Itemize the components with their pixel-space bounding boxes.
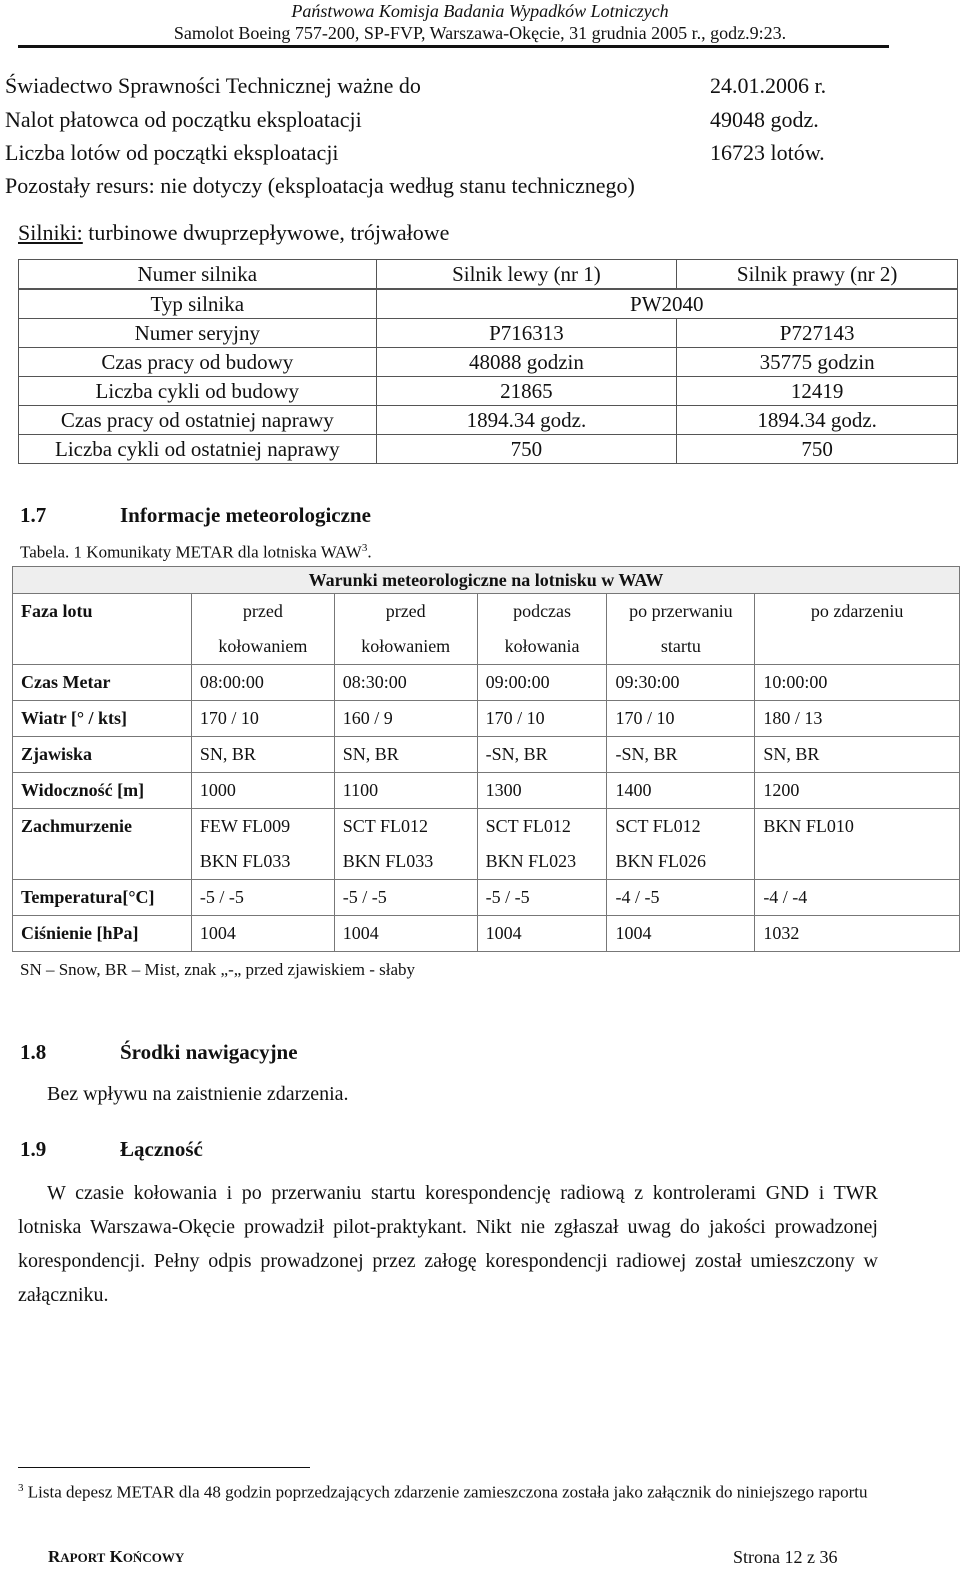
info-row xyxy=(5,71,885,101)
footer-report-label: RAPORT KOŃCOWY xyxy=(48,1547,185,1566)
table-caption: Tabela. 1 Komunikaty METAR dla lotniska WAW$^3$. xyxy=(20,542,372,562)
table-cell: FEW FL009 BKN FL033 xyxy=(191,809,334,880)
table-cell: SCT FL012 BKN FL023 xyxy=(477,809,607,880)
table-row-label: Zachmurzenie xyxy=(13,809,192,880)
header-divider xyxy=(18,45,889,48)
info-value: 49048 godz. xyxy=(710,107,819,132)
table-row-label: Wiatr [° / kts] xyxy=(13,701,192,737)
page-number: Strona 12 z 36 xyxy=(733,1547,838,1567)
metar-table xyxy=(12,566,960,952)
table-cell: -4 / -5 xyxy=(607,880,755,916)
engines-label: Silniki: xyxy=(18,220,83,245)
table-row xyxy=(13,880,960,916)
table-cell: Numer seryjny xyxy=(19,319,377,348)
table-row xyxy=(13,773,960,809)
table-cell: 1032 xyxy=(755,916,960,952)
table-cell: Czas pracy od budowy xyxy=(19,348,377,377)
table-row xyxy=(13,701,960,737)
table-header-cell: przed kołowaniem xyxy=(191,594,334,665)
engines-desc: turbinowe dwuprzepływowe, trójwałowe xyxy=(82,220,450,245)
table-header-cell: podczas kołowania xyxy=(477,594,607,665)
table-cell: SN, BR xyxy=(191,737,334,773)
table-cell: -5 / -5 xyxy=(477,880,607,916)
table-cell: 1000 xyxy=(191,773,334,809)
section-text: W czasie kołowania i po przerwaniu startu korespondencję radiową z kontrolerami GND i TWR lotniska Warszawa-Okęcie prowadził pilot-praktykant. Nikt nie zgłaszał uwag do jakości prowadzonej korespondencji. Pełny odpis prowadzonej przez załogę korespondencji radiowej został umieszczony w załączniku. xyxy=(18,1182,878,1306)
table-row xyxy=(19,377,958,406)
section-heading xyxy=(20,1137,620,1167)
table-cell: SCT FL012 BKN FL026 xyxy=(607,809,755,880)
info-value: 16723 lotów. xyxy=(710,140,825,165)
info-label: Nalot płatowca od początku eksploatacji xyxy=(5,107,362,132)
table-row-label: Zjawiska xyxy=(13,737,192,773)
table-cell: 750 xyxy=(677,435,958,464)
info-label: Liczba lotów od początki eksploatacji xyxy=(5,140,339,165)
table-row-label: Temperatura[°C] xyxy=(13,880,192,916)
table-cell: 08:00:00 xyxy=(191,665,334,701)
table-row xyxy=(19,319,958,348)
table-row xyxy=(13,594,960,665)
table-row xyxy=(19,289,958,319)
table-cell: 48088 godzin xyxy=(376,348,677,377)
table-row xyxy=(19,406,958,435)
table-header-cell: przed kołowaniem xyxy=(334,594,477,665)
section-heading xyxy=(20,503,620,533)
info-label: Świadectwo Sprawności Technicznej ważne do xyxy=(5,73,421,98)
table-title: Warunki meteorologiczne na lotnisku w WAW xyxy=(13,567,960,594)
table-cell: Typ silnika xyxy=(19,289,377,319)
table-cell: P727143 xyxy=(677,319,958,348)
table-cell: -SN, BR xyxy=(607,737,755,773)
table-cell: 750 xyxy=(376,435,677,464)
table-cell: 1300 xyxy=(477,773,607,809)
table-cell: 170 / 10 xyxy=(191,701,334,737)
table-cell: -SN, BR xyxy=(477,737,607,773)
table-legend: SN – Snow, BR – Mist, znak „-„ przed zjawiskiem - słaby xyxy=(20,960,416,979)
table-cell: 160 / 9 xyxy=(334,701,477,737)
table-row-label: Ciśnienie [hPa] xyxy=(13,916,192,952)
table-cell: 21865 xyxy=(376,377,677,406)
table-cell: 09:30:00 xyxy=(607,665,755,701)
table-row xyxy=(19,348,958,377)
table-header-cell: po przerwaniu startu xyxy=(607,594,755,665)
table-row-label: Czas Metar xyxy=(13,665,192,701)
table-row xyxy=(19,435,958,464)
table-cell: SN, BR xyxy=(755,737,960,773)
table-cell: -5 / -5 xyxy=(191,880,334,916)
table-cell: 1004 xyxy=(334,916,477,952)
engines-description xyxy=(18,220,449,246)
table-header-cell: Silnik lewy (nr 1) xyxy=(376,260,677,290)
footnote: $^3$ Lista depesz METAR dla 48 godzin poprzedzających zdarzenie zamieszczona została jako załącznik do niniejszego raportu xyxy=(18,1482,868,1502)
table-row-label: Faza lotu xyxy=(13,594,192,665)
table-row xyxy=(13,916,960,952)
table-cell: Liczba cykli od ostatniej naprawy xyxy=(19,435,377,464)
info-row xyxy=(5,171,885,201)
section-text: Bez wpływu na zaistnienie zdarzenia. xyxy=(47,1083,349,1105)
table-cell: 35775 godzin xyxy=(677,348,958,377)
table-row xyxy=(13,567,960,594)
table-cell: SN, BR xyxy=(334,737,477,773)
table-cell: 1004 xyxy=(477,916,607,952)
table-row xyxy=(13,809,960,880)
section-title: Środki nawigacyjne xyxy=(120,1040,298,1064)
table-cell: -5 / -5 xyxy=(334,880,477,916)
info-label: Pozostały resurs: nie dotyczy (eksploatacja według stanu technicznego) xyxy=(5,173,635,198)
section-title: Informacje meteorologiczne xyxy=(120,503,371,527)
table-cell: 1200 xyxy=(755,773,960,809)
engine-table xyxy=(18,259,958,464)
table-header-cell: Silnik prawy (nr 2) xyxy=(677,260,958,290)
table-row xyxy=(13,737,960,773)
table-cell: 170 / 10 xyxy=(477,701,607,737)
table-cell: 1894.34 godz. xyxy=(376,406,677,435)
table-cell: 170 / 10 xyxy=(607,701,755,737)
section-number: 1.7 xyxy=(20,503,47,527)
table-cell: 1400 xyxy=(607,773,755,809)
table-row xyxy=(13,665,960,701)
table-row xyxy=(19,260,958,290)
info-row xyxy=(5,105,885,135)
table-cell: 1004 xyxy=(191,916,334,952)
table-cell: 08:30:00 xyxy=(334,665,477,701)
table-cell: Liczba cykli od budowy xyxy=(19,377,377,406)
info-row xyxy=(5,138,885,168)
table-header-cell: po zdarzeniu xyxy=(755,594,960,665)
table-cell: 09:00:00 xyxy=(477,665,607,701)
table-cell: 1894.34 godz. xyxy=(677,406,958,435)
table-cell: PW2040 xyxy=(376,289,957,319)
section-number: 1.9 xyxy=(20,1137,47,1161)
footnote-divider xyxy=(18,1467,310,1468)
table-cell: 180 / 13 xyxy=(755,701,960,737)
report-header-title: Państwowa Komisja Badania Wypadków Lotniczych xyxy=(291,1,669,21)
info-value: 24.01.2006 r. xyxy=(710,73,827,98)
section-number: 1.8 xyxy=(20,1040,47,1064)
table-cell: 1100 xyxy=(334,773,477,809)
section-title: Łączność xyxy=(120,1137,203,1161)
section-heading xyxy=(20,1040,620,1070)
table-cell: 1004 xyxy=(607,916,755,952)
table-cell: Czas pracy od ostatniej naprawy xyxy=(19,406,377,435)
table-cell: P716313 xyxy=(376,319,677,348)
table-cell: 10:00:00 xyxy=(755,665,960,701)
table-cell: 12419 xyxy=(677,377,958,406)
table-row-label: Widoczność [m] xyxy=(13,773,192,809)
table-cell: -4 / -4 xyxy=(755,880,960,916)
table-cell: BKN FL010 xyxy=(755,809,960,880)
table-cell: SCT FL012 BKN FL033 xyxy=(334,809,477,880)
report-header-subtitle: Samolot Boeing 757-200, SP-FVP, Warszawa-Okęcie, 31 grudnia 2005 r., godz.9:23. xyxy=(173,23,787,43)
table-header-cell: Numer silnika xyxy=(19,260,377,290)
